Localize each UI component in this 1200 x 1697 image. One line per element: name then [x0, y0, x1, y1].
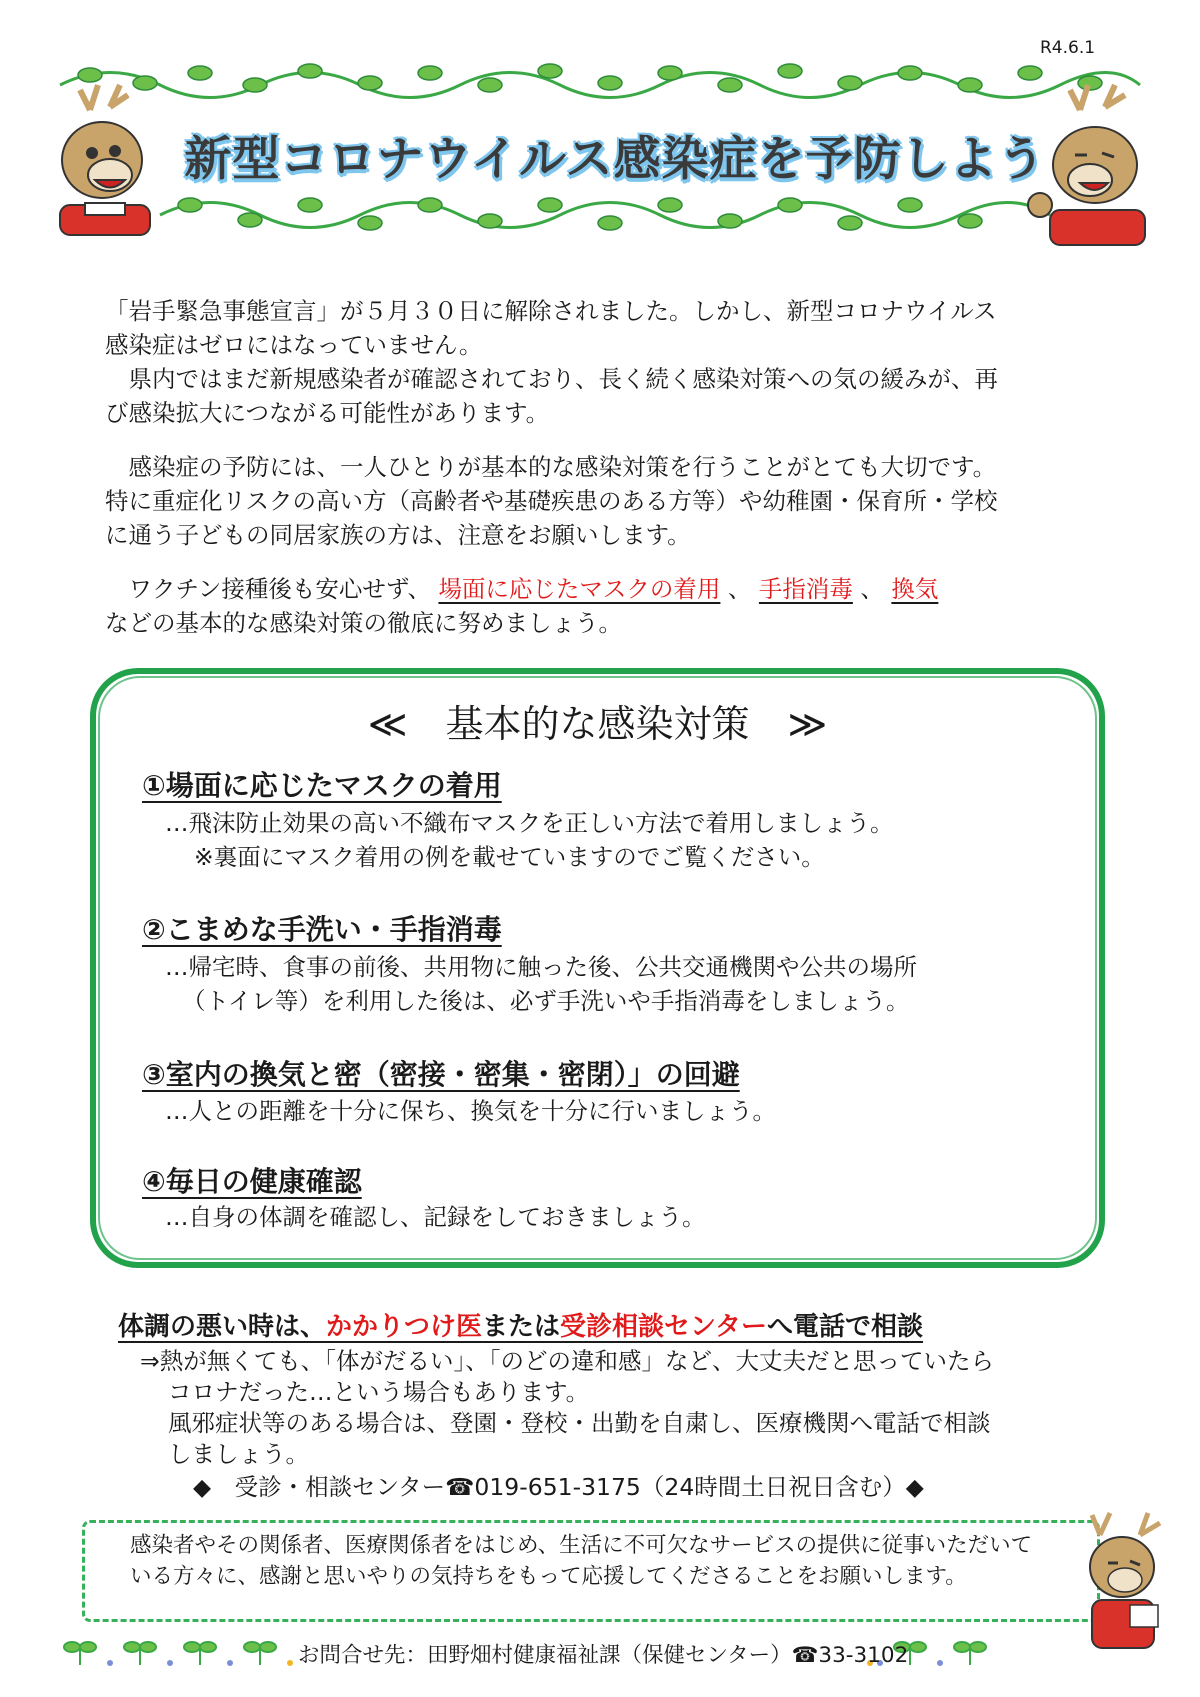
page-title: 新型コロナウイルス感染症を予防しよう [184, 132, 1046, 187]
measure-heading-4: ④毎日の健康確認 [142, 1165, 362, 1198]
text-line: 感染症はゼロにはなっていません。 [105, 331, 483, 359]
text-span: 体調の悪い時は、 [118, 1312, 327, 1342]
measure-text: ※裏面にマスク着用の例を載せていますのでご覧ください。 [194, 843, 825, 871]
measure-heading-3: ③室内の換気と密（密接・密集・密閉）」の回避 [142, 1058, 740, 1091]
consult-center-phone: ◆ 受診・相談センター☎019-651-3175（24時間土日祝日含む）◆ [193, 1473, 924, 1501]
highlight-ventilation: 換気 [891, 575, 939, 603]
text-span: ワクチン接種後も安心せず、 [105, 575, 431, 603]
text-span: または [482, 1312, 561, 1342]
measure-text: …人との距離を十分に保ち、換気を十分に行いましょう。 [165, 1097, 776, 1125]
text-line: 「岩手緊急事態宣言」が５月３０日に解除されました。しかし、新型コロナウイルス [105, 297, 997, 325]
measures-title: ≪ 基本的な感染対策 ≫ [367, 702, 828, 746]
separator: 、 [860, 575, 884, 603]
text-line: び感染拡大につながる可能性があります。 [105, 399, 550, 427]
contact-info: お問合せ先：田野畑村健康福祉課（保健センター）☎33-3102 [298, 1643, 909, 1668]
consult-text: しましょう。 [168, 1440, 309, 1468]
measure-heading-1: ①場面に応じたマスクの着用 [142, 769, 502, 802]
measure-text: …自身の体調を確認し、記録をしておきましょう。 [165, 1203, 706, 1231]
text-line: 県内ではまだ新規感染者が確認されており、長く続く感染対策への気の緩みが、再 [105, 365, 998, 393]
highlight-mask: 場面に応じたマスクの着用 [438, 575, 721, 603]
measure-text: …帰宅時、食事の前後、共用物に触った後、公共交通機関や公共の場所 [165, 953, 917, 981]
text-line: 特に重症化リスクの高い方（高齢者や基礎疾患のある方等）や幼稚園・保育所・学校 [105, 487, 998, 515]
text-span: へ電話で相談 [767, 1312, 924, 1342]
highlight-family-doctor: かかりつけ医 [326, 1312, 483, 1342]
measure-heading-2: ②こまめな手洗い・手指消毒 [142, 913, 502, 946]
intro-paragraph-2 [105, 450, 1115, 552]
highlight-consult-center: 受診相談センター [560, 1312, 768, 1342]
text-line: に通う子どもの同居家族の方は、注意をお願いします。 [105, 521, 691, 549]
issue-date: R4.6.1 [1040, 38, 1096, 58]
text-line: いる方々に、感謝と思いやりの気持ちをもって応援してくださることをお願いします。 [130, 1564, 967, 1589]
measure-text: （トイレ等）を利用した後は、必ず手洗いや手指消毒をしましょう。 [182, 987, 910, 1015]
thanks-message [130, 1530, 1090, 1592]
deer-mascot-left [60, 85, 150, 235]
consult-text: コロナだった…という場合もあります。 [168, 1378, 590, 1406]
intro-paragraph-1 [105, 294, 1115, 430]
measure-text: …飛沫防止効果の高い不織布マスクを正しい方法で着用しましょう。 [165, 809, 894, 837]
consult-text: 風邪症状等のある場合は、登園・登校・出勤を自粛し、医療機関へ電話で相談 [168, 1409, 991, 1437]
text-line [105, 572, 1115, 606]
consult-heading [118, 1306, 923, 1343]
text-line: 感染症の予防には、一人ひとりが基本的な感染対策を行うことがとても大切です。 [105, 453, 997, 481]
intro-paragraph-3 [105, 572, 1115, 640]
consult-text: ⇒熱が無くても、「体がだるい」、「のどの違和感」など、大丈夫だと思っていたら [140, 1347, 994, 1375]
text-line: などの基本的な感染対策の徹底に努めましょう。 [105, 609, 622, 637]
separator: 、 [727, 575, 752, 603]
highlight-hand-disinfect: 手指消毒 [758, 575, 853, 603]
text-line: 感染者やその関係者、医療関係者をはじめ、生活に不可欠なサービスの提供に従事いただいて [130, 1533, 1033, 1558]
